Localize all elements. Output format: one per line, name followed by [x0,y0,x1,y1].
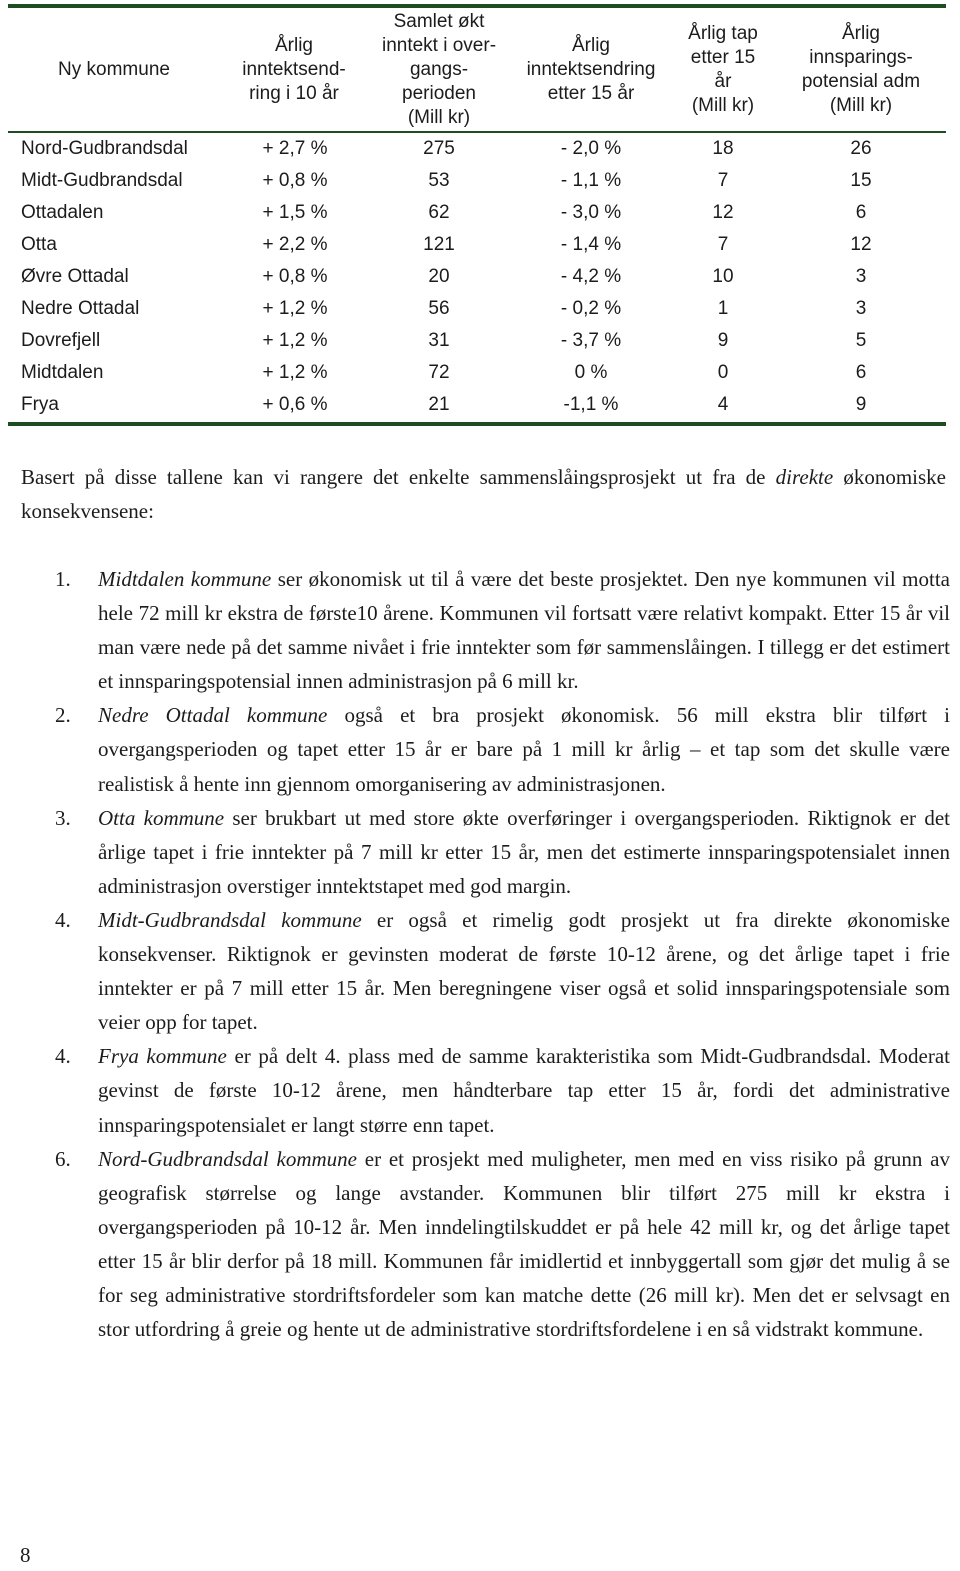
intro-text-after: økonomiske konsekvensene: [21,465,946,524]
ranking-text [98,801,950,903]
table-cell: 72 [428,362,450,383]
intro-text-before: Basert på disse tallene kan vi rangere det enkelte sammenslåingsprosjekt ut fra de [21,465,776,489]
header-total-increased-income: Samlet økt inntekt i over- gangs- perioden (Mill kr) [381,10,497,128]
ranking-text [98,562,950,698]
table-body [0,133,960,421]
ranking-item [0,801,960,903]
table-cell: - 1,4 % [560,234,622,255]
table-cell: 4 [717,394,729,415]
table-cell: + 0,6 % [262,394,328,415]
table-cell: 5 [855,330,867,351]
table-cell: 26 [850,138,872,159]
table-cell: 31 [428,330,450,351]
municipality-name-cell: Midtdalen [21,362,104,383]
municipality-name-cell: Dovrefjell [21,330,101,351]
table-row [0,197,960,229]
table-cell: 0 [717,362,729,383]
ranking-item [0,1039,960,1141]
table-cell: 6 [855,202,867,223]
table-row [0,165,960,197]
page-number: 8 [20,1543,31,1567]
ranking-text [98,1039,950,1141]
ranking-number: 2. [55,703,71,728]
table-cell: + 1,2 % [262,362,328,383]
table-cell: + 0,8 % [262,266,328,287]
table-row [0,293,960,325]
header-annual-savings-potential: Årlig innsparings- potensial adm (Mill kr) [801,22,921,116]
table-cell: 12 [850,234,872,255]
municipality-name-cell: Nord-Gudbrandsdal [21,138,188,159]
ranking-item [0,562,960,698]
ranking-text [98,698,950,800]
table-cell: 275 [423,138,455,159]
table-cell: 53 [428,170,450,191]
table-row [0,357,960,389]
table-row [0,229,960,261]
table-cell: 1 [717,298,729,319]
municipality-name-cell: Nedre Ottadal [21,298,140,319]
table-cell: 9 [855,394,867,415]
table-cell: 7 [717,170,729,191]
ranking-municipality-name: Frya kommune [98,1044,227,1069]
header-new-municipality: Ny kommune [58,58,170,80]
municipality-name-cell: Øvre Ottadal [21,266,129,287]
ranking-number: 3. [55,805,71,830]
table-cell: 3 [855,266,867,287]
table-row [0,133,960,165]
table-cell: 56 [428,298,450,319]
table-cell: 12 [712,202,734,223]
table-cell: + 1,2 % [262,330,328,351]
ranking-description: er også et rimelig godt prosjekt ut fra direkte økonomiske konsekvenser. Riktignok er gevinsten moderat de første 10-12 årene, og det årlige tapet i frie inntekter er på 7 mill etter 15 år. Men beregningene viser også et solid innsparingspotensiale som veier opp for tapet. [98,907,950,1035]
table-cell: 6 [855,362,867,383]
ranking-number: 6. [55,1146,71,1171]
header-annual-income-change-10y: Årlig inntektsend- ring i 10 år [242,34,346,104]
table-cell: + 1,5 % [262,202,328,223]
header-annual-income-change-15y: Årlig inntektsendring etter 15 år [526,34,656,104]
municipality-name-cell: Otta [21,234,57,255]
ranking-description: er et prosjekt med muligheter, men med en viss risiko på grunn av geografisk størrelse og lange avstander. Kommunen blir tilført 275 mill kr ekstra i overgangsperioden på 10-12 år. Men inndelingtilskuddet er på hele 42 mill kr, og det årlige tapet etter 15 år blir derfor på 18 mill. Kommunen får imidlertid et innbyggertall som gjør det mulig å se for seg administrative stordriftsfordeler som kan matche dette (26 mill kr). Men det er selvsagt en stor utfordring å greie og hente ut de administrative stordriftsfordelene i en så vidstrakt kommune. [98,1146,950,1342]
table-cell: 3 [855,298,867,319]
table-cell: - 3,0 % [560,202,622,223]
table-bottom-rule [8,422,946,426]
ranking-municipality-name: Midt-Gudbrandsdal kommune [98,907,362,932]
table-cell: + 1,2 % [262,298,328,319]
table-cell: 121 [423,234,455,255]
ranking-municipality-name: Otta kommune [98,805,225,830]
table-cell: + 2,2 % [262,234,328,255]
table-cell: 0 % [574,362,608,383]
ranking-description: også et bra prosjekt økonomisk. 56 mill ekstra blir tilført i overgangsperioden og tapet etter 15 år er bare på 1 mill kr årlig – et tap som det skulle være realistisk å hente inn gjennom omorganisering av administrasjonen. [98,703,950,796]
table-cell: 18 [712,138,734,159]
header-annual-loss-15y: Årlig tap etter 15 år (Mill kr) [688,22,758,116]
ranking-municipality-name: Nord-Gudbrandsdal kommune [98,1146,357,1171]
table-cell: 15 [850,170,872,191]
table-cell: + 0,8 % [262,170,328,191]
ranking-item [0,903,960,1039]
table-cell: 9 [717,330,729,351]
table-cell: 21 [428,394,450,415]
ranking-municipality-name: Midtdalen kommune [98,567,272,591]
ranking-item [0,698,960,800]
table-cell: + 2,7 % [262,138,328,159]
table-cell: - 1,1 % [560,170,622,191]
table-row [0,325,960,357]
municipality-name-cell: Midt-Gudbrandsdal [21,170,183,191]
ranking-number: 4. [55,1044,71,1069]
table-cell: 10 [712,266,734,287]
ranking-description: er på delt 4. plass med de samme karakteristika som Midt-Gudbrandsdal. Moderat gevinst de første 10-12 årene, men håndterbare tap etter 15 år, fordi det administrative innsparingspotensialet er langt større enn tapet. [98,1044,950,1137]
ranking-number: 1. [55,567,71,591]
ranking-number: 4. [55,907,71,932]
ranking-text [98,903,950,1039]
table-cell: 7 [717,234,729,255]
ranking-text [98,1142,950,1347]
ranking-list [0,562,960,1346]
table-cell: - 3,7 % [560,330,622,351]
intro-paragraph [21,460,946,529]
ranking-municipality-name: Nedre Ottadal kommune [98,703,328,728]
municipality-name-cell: Ottadalen [21,202,104,223]
municipality-name-cell: Frya [21,394,59,415]
intro-emphasis: direkte [775,465,834,489]
ranking-description: ser brukbart ut med store økte overføringer i overgangsperioden. Riktignok er det årlige tapet i frie inntekter på 7 mill kr etter 15 år, men det estimerte innsparingspotensialet innen administrasjon overstiger inntektstapet med god margin. [98,805,950,898]
ranking-item [0,1142,960,1347]
ranking-description: ser økonomisk ut til å være det beste prosjektet. Den nye kommunen vil motta hele 72 mill kr ekstra de første10 årene. Kommunen vil fortsatt være relativt kompakt. Etter 15 år vil man være nede på det samme nivået i frie inntekter som før sammenslåingen. I tillegg er det estimert et innsparingspotensial innen administrasjon på 6 mill kr. [98,567,950,694]
table-row [0,389,960,421]
table-cell: - 4,2 % [560,266,622,287]
table-cell: 20 [428,266,450,287]
table-cell: - 0,2 % [560,298,622,319]
table-row [0,261,960,293]
table-cell: -1,1 % [563,394,619,415]
table-cell: 62 [428,202,450,223]
table-cell: - 2,0 % [560,138,622,159]
